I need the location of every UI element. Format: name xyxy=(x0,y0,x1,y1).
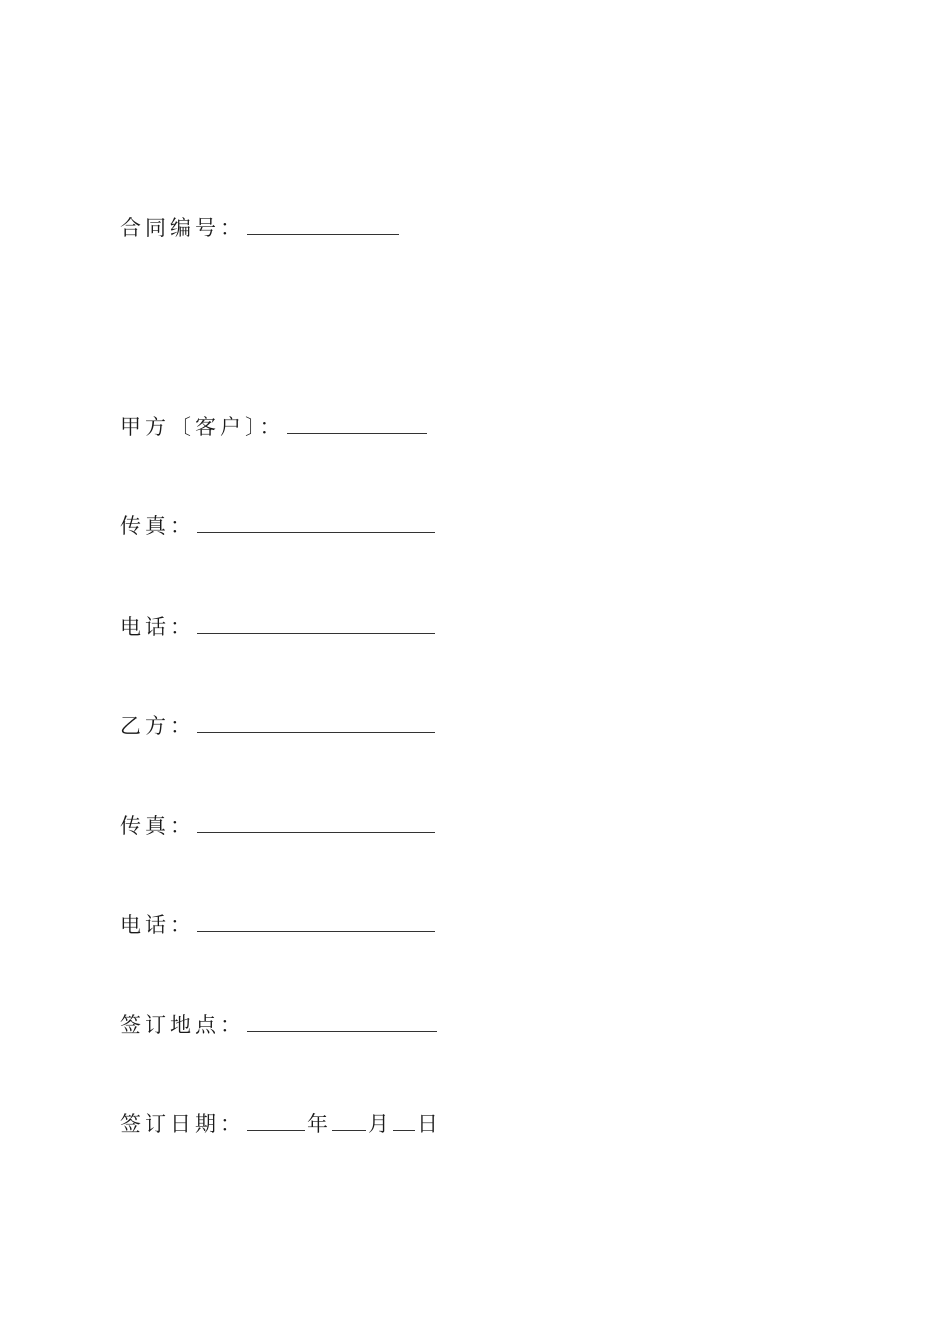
party-b-fax-blank[interactable] xyxy=(197,810,435,833)
party-b-phone-label: 电话： xyxy=(120,913,195,937)
sign-date-day-unit: 日 xyxy=(417,1112,438,1136)
sign-date-year-blank[interactable] xyxy=(247,1108,305,1131)
party-a-blank[interactable] xyxy=(287,411,427,434)
sign-date-label: 签订日期： xyxy=(120,1112,245,1136)
contract-number-row xyxy=(120,212,399,242)
party-a-phone-label: 电话： xyxy=(120,615,195,639)
party-a-fax-row xyxy=(120,510,435,540)
party-a-row xyxy=(120,411,427,441)
party-a-fax-label: 传真： xyxy=(120,514,195,538)
sign-date-month-unit: 月 xyxy=(368,1112,389,1136)
sign-date-month-blank[interactable] xyxy=(332,1108,366,1131)
party-b-phone-row xyxy=(120,909,435,939)
sign-place-label: 签订地点： xyxy=(120,1013,245,1037)
party-b-fax-label: 传真： xyxy=(120,814,195,838)
party-a-fax-blank[interactable] xyxy=(197,510,435,533)
party-a-label: 甲方〔客户〕： xyxy=(120,415,285,439)
party-b-phone-blank[interactable] xyxy=(197,909,435,932)
sign-date-row xyxy=(120,1108,440,1138)
contract-number-blank[interactable] xyxy=(247,212,399,235)
party-a-phone-row xyxy=(120,611,435,641)
contract-number-label: 合同编号： xyxy=(120,216,245,240)
party-b-blank[interactable] xyxy=(197,710,435,733)
party-b-row xyxy=(120,710,435,740)
sign-date-day-blank[interactable] xyxy=(393,1108,415,1131)
sign-date-year-unit: 年 xyxy=(307,1112,328,1136)
party-b-fax-row xyxy=(120,810,435,840)
party-a-phone-blank[interactable] xyxy=(197,611,435,634)
sign-place-blank[interactable] xyxy=(247,1009,437,1032)
sign-place-row xyxy=(120,1009,437,1039)
party-b-label: 乙方： xyxy=(120,714,195,738)
